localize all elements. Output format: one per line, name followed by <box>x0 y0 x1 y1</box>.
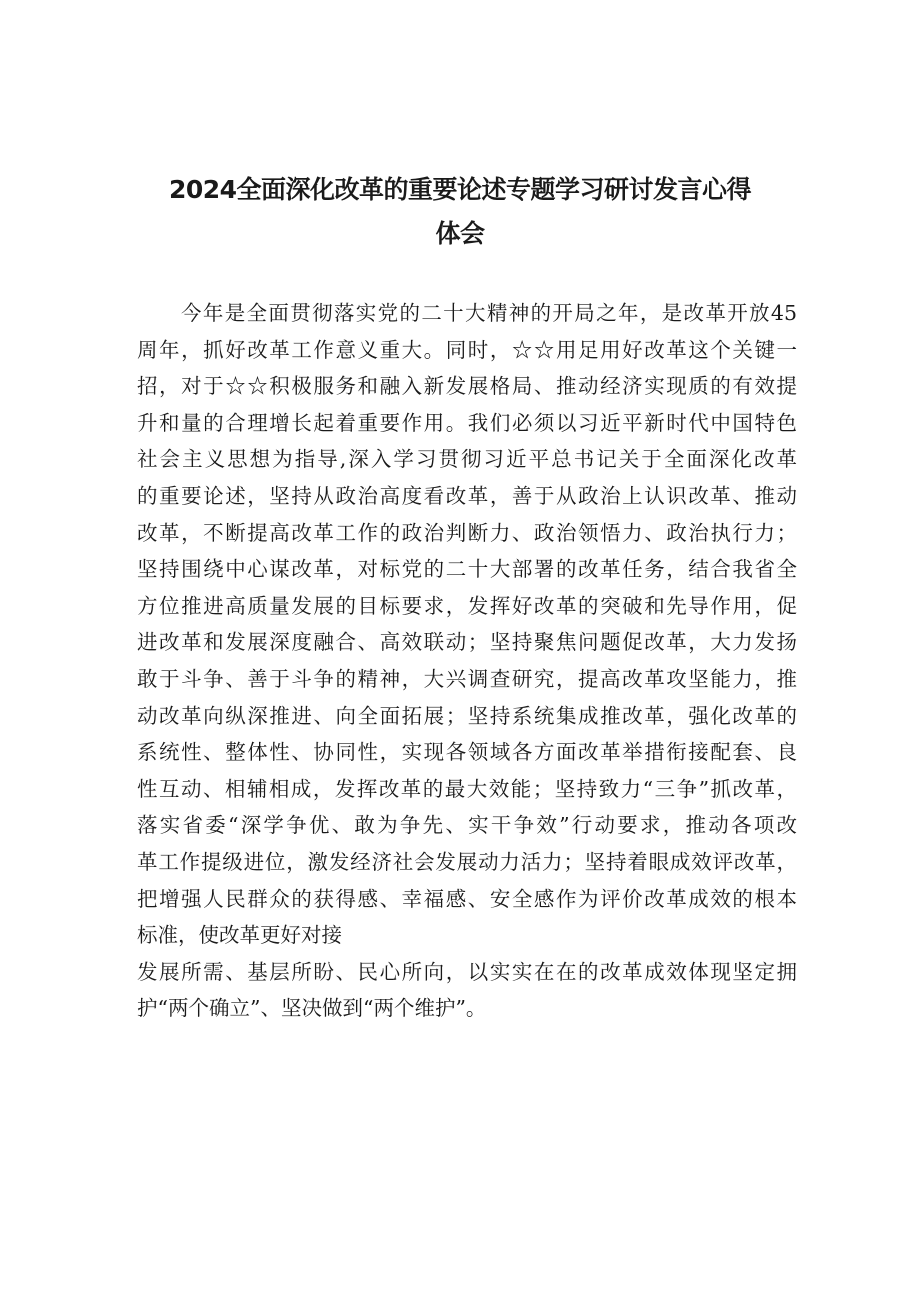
paragraph-line: 发展所需、基层所盼、民心所向，以实实在在的改革成效体现坚定拥 <box>137 959 797 984</box>
paragraph-line: 改革，不断提高改革工作的政治判断力、政治领悟力、政治执行力； <box>137 520 797 545</box>
paragraph-line: 招，对于☆☆积极服务和融入新发展格局、推动经济实现质的有效提 <box>137 374 797 399</box>
document-title <box>0 168 920 256</box>
paragraph-line: 坚持围绕中心谋改革，对标党的二十大部署的改革任务，结合我省全 <box>137 557 797 582</box>
paragraph-line: 社会主义思想为指导,深入学习贯彻习近平总书记关于全面深化改革 <box>137 447 797 472</box>
paragraph-line: 系统性、整体性、协同性，实现各领域各方面改革举措衔接配套、良 <box>137 740 797 765</box>
title-line: 体会 <box>435 219 485 248</box>
paragraph-line: 动改革向纵深推进、向全面拓展；坚持系统集成推改革，强化改革的 <box>137 703 797 728</box>
body-paragraph <box>137 295 797 1027</box>
paragraph-line: 的重要论述，坚持从政治高度看改革，善于从政治上认识改革、推动 <box>137 483 797 508</box>
paragraph-line: 今年是全面贯彻落实党的二十大精神的开局之年，是改革开放45 <box>181 301 797 325</box>
paragraph-line: 标准，使改革更好对接 <box>137 923 342 948</box>
paragraph-line: 进改革和发展深度融合、高效联动；坚持聚焦问题促改革，大力发扬 <box>137 630 797 655</box>
paragraph-line: 落实省委“深学争优、敢为争先、实干争效”行动要求，推动各项改 <box>137 813 797 838</box>
title-line: 2024全面深化改革的重要论述专题学习研讨发言心得 <box>168 175 752 204</box>
paragraph-line: 敢于斗争、善于斗争的精神，大兴调查研究，提高改革攻坚能力，推 <box>137 666 797 691</box>
paragraph-line: 升和量的合理增长起着重要作用。我们必须以习近平新时代中国特色 <box>137 410 797 435</box>
paragraph-line: 把增强人民群众的获得感、幸福感、安全感作为评价改革成效的根本 <box>137 886 797 911</box>
paragraph-line: 护“两个确立”、坚决做到“两个维护”。 <box>137 996 487 1021</box>
paragraph-line: 周年，抓好改革工作意义重大。同时，☆☆用足用好改革这个关键一 <box>137 337 797 362</box>
paragraph-line: 革工作提级进位，激发经济社会发展动力活力；坚持着眼成效评改革， <box>137 849 797 874</box>
paragraph-line: 性互动、相辅相成，发挥改革的最大效能；坚持致力“三争”抓改革， <box>137 776 797 801</box>
paragraph-line: 方位推进高质量发展的目标要求，发挥好改革的突破和先导作用，促 <box>137 593 797 618</box>
